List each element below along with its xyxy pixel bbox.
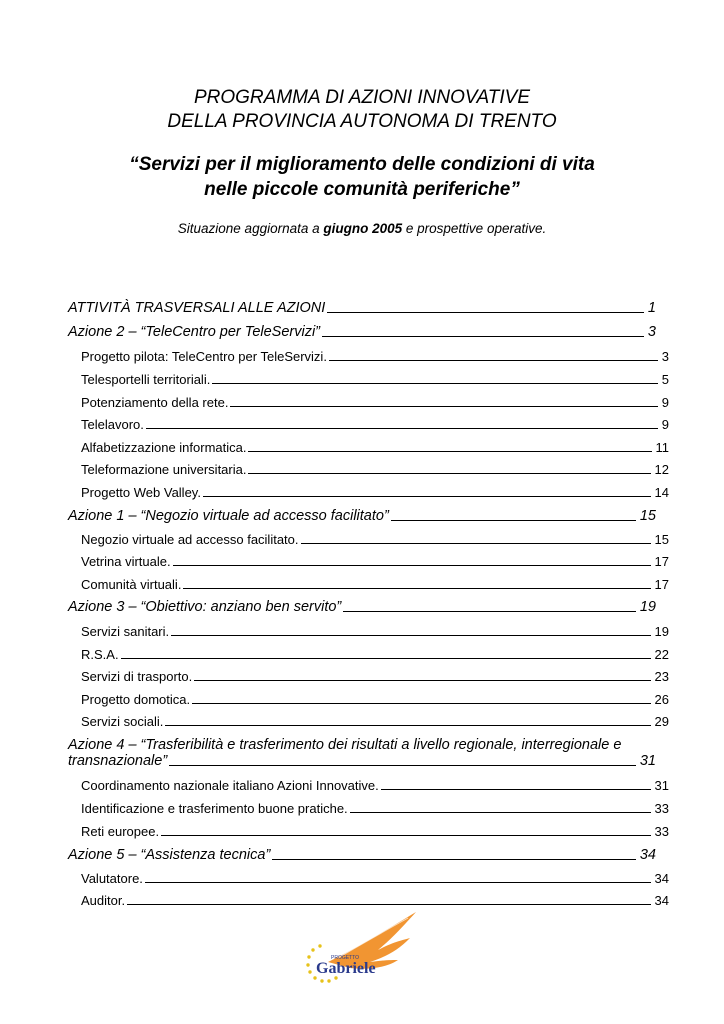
document-subtitle: [0, 152, 724, 202]
toc-leader-line: [248, 450, 651, 452]
toc-page-number: 29: [654, 714, 669, 729]
toc-subsection-entry[interactable]: [68, 395, 669, 410]
toc-entry-text: Servizi sanitari.: [81, 624, 170, 639]
toc-section-entry[interactable]: [68, 737, 656, 769]
toc-subsection-entry[interactable]: [68, 714, 669, 729]
toc-subsection-entry[interactable]: [68, 801, 669, 816]
toc-leader-line: [272, 858, 636, 860]
toc-page-number: 12: [654, 462, 669, 477]
toc-section-entry[interactable]: [68, 324, 656, 340]
toc-page-number: 17: [654, 554, 669, 569]
toc-subsection-entry[interactable]: [68, 485, 669, 500]
toc-entry-text: Progetto Web Valley.: [81, 485, 201, 500]
toc-page-number: 31: [639, 753, 656, 769]
toc-page-number: 22: [654, 647, 669, 662]
toc-subsection-entry[interactable]: [68, 577, 669, 592]
toc-leader-line: [171, 634, 650, 636]
toc-subsection-entry[interactable]: [68, 778, 669, 793]
toc-entry-text: Azione 1 – “Negozio virtuale ad accesso facilitato”: [68, 508, 389, 524]
toc-page-number: 9: [661, 395, 669, 410]
status-prefix: Situazione aggiornata a: [177, 221, 324, 236]
toc-entry-text: R.S.A.: [81, 647, 119, 662]
toc-entry-text: Telesportelli territoriali.: [81, 372, 211, 387]
toc-leader-line: [350, 811, 651, 813]
toc-entry-text: Auditor.: [81, 893, 126, 908]
toc-subsection-entry[interactable]: [68, 824, 669, 839]
toc-page-number: 14: [654, 485, 669, 500]
toc-subsection-entry[interactable]: [68, 462, 669, 477]
toc-entry-text: Valutatore.: [81, 871, 143, 886]
toc-page-number: 34: [654, 893, 669, 908]
toc-leader-line: [121, 657, 651, 659]
toc-page-number: 5: [661, 372, 669, 387]
toc-entry-text: Comunità virtuali.: [81, 577, 182, 592]
toc-leader-line: [203, 495, 651, 497]
toc-leader-line: [391, 519, 636, 521]
toc-leader-line: [329, 359, 658, 361]
toc-subsection-entry[interactable]: [68, 372, 669, 387]
toc-entry-text: Vetrina virtuale.: [81, 554, 171, 569]
toc-entry-text: Azione 3 – “Obiettivo: anziano ben servito”: [68, 599, 342, 615]
toc-leader-line: [145, 881, 651, 883]
toc-page-number: 15: [654, 532, 669, 547]
toc-page-number: 15: [639, 508, 656, 524]
toc-entry-text: Telelavoro.: [81, 417, 144, 432]
toc-subsection-entry[interactable]: [68, 692, 669, 707]
toc-entry-text: Progetto pilota: TeleCentro per TeleServizi.: [81, 349, 327, 364]
toc-leader-line: [381, 788, 651, 790]
toc-page-number: 3: [647, 324, 656, 340]
toc-leader-line: [183, 587, 650, 589]
toc-page-number: 9: [661, 417, 669, 432]
toc-leader-line: [161, 834, 650, 836]
toc-subsection-entry[interactable]: [68, 349, 669, 364]
logo-small-text: PROGETTO: [331, 955, 359, 961]
toc-entry-text: Coordinamento nazionale italiano Azioni Innovative.: [81, 778, 379, 793]
toc-leader-line: [327, 311, 644, 313]
toc-page-number: 33: [654, 824, 669, 839]
toc-page-number: 23: [654, 669, 669, 684]
toc-section-entry[interactable]: [68, 599, 656, 615]
toc-subsection-entry[interactable]: [68, 417, 669, 432]
toc-entry-text: ATTIVITÀ TRASVERSALI ALLE AZIONI: [68, 300, 326, 316]
toc-leader-line: [248, 472, 650, 474]
toc-leader-line: [165, 724, 650, 726]
toc-entry-text: Progetto domotica.: [81, 692, 191, 707]
toc-leader-line: [194, 679, 650, 681]
toc-page-number: 11: [655, 440, 669, 455]
logo-name: Gabriele: [316, 960, 376, 977]
toc-page-number: 19: [639, 599, 656, 615]
toc-subsection-entry[interactable]: [68, 532, 669, 547]
toc-entry-text: Servizi di trasporto.: [81, 669, 193, 684]
toc-leader-line: [230, 405, 657, 407]
toc-section-entry[interactable]: [68, 508, 656, 524]
toc-subsection-entry[interactable]: [68, 554, 669, 569]
toc-entry-text-line1: Azione 4 – “Trasferibilità e trasferimento dei risultati a livello regionale, interregionale e: [68, 737, 622, 753]
toc-entry-text: Potenziamento della rete.: [81, 395, 229, 410]
toc-page-number: 26: [654, 692, 669, 707]
toc-subsection-entry[interactable]: [68, 871, 669, 886]
toc-page-number: 33: [654, 801, 669, 816]
toc-page-number: 17: [654, 577, 669, 592]
subtitle-line-1: “Servizi per il miglioramento delle condizioni di vita: [129, 154, 595, 175]
toc-page-number: 3: [661, 349, 669, 364]
toc-leader-line: [192, 702, 650, 704]
toc-subsection-entry[interactable]: [68, 440, 669, 455]
subtitle-line-2: nelle piccole comunità periferiche”: [204, 179, 520, 200]
toc-page-number: 1: [647, 300, 656, 316]
toc-page-number: 34: [639, 847, 656, 863]
title-line-2: DELLA PROVINCIA AUTONOMA DI TRENTO: [167, 111, 557, 132]
toc-entry-text: Identificazione e trasferimento buone pratiche.: [81, 801, 348, 816]
toc-subsection-entry[interactable]: [68, 669, 669, 684]
toc-entry-text: transnazionale”: [68, 753, 168, 769]
status-date: giugno 2005: [323, 221, 403, 236]
toc-leader-line: [322, 335, 644, 337]
toc-entry-text: Servizi sociali.: [81, 714, 164, 729]
toc-page-number: 34: [654, 871, 669, 886]
toc-page-number: 31: [654, 778, 669, 793]
toc-subsection-entry[interactable]: [68, 624, 669, 639]
toc-entry-text: Azione 2 – “TeleCentro per TeleServizi”: [68, 324, 321, 340]
toc-entry-text: Alfabetizzazione informatica.: [81, 440, 247, 455]
toc-leader-line: [146, 427, 658, 429]
toc-entry-text: Negozio virtuale ad accesso facilitato.: [81, 532, 299, 547]
gabriele-logo: [298, 910, 423, 985]
status-line: [0, 220, 724, 238]
title-line-1: PROGRAMMA DI AZIONI INNOVATIVE: [193, 87, 531, 108]
toc-entry-text: Reti europee.: [81, 824, 160, 839]
toc-leader-line: [301, 542, 651, 544]
document-title: [0, 86, 724, 134]
toc-page-number: 19: [654, 624, 669, 639]
toc-leader-line: [212, 382, 657, 384]
toc-entry-text: Azione 5 – “Assistenza tecnica”: [68, 847, 271, 863]
toc-leader-line: [343, 610, 636, 612]
toc-subsection-entry[interactable]: [68, 893, 669, 908]
toc-leader-line: [127, 903, 650, 905]
toc-entry-text: Teleformazione universitaria.: [81, 462, 247, 477]
toc-section-entry[interactable]: [68, 847, 656, 863]
toc-leader-line: [169, 764, 636, 766]
status-suffix: e prospettive operative.: [402, 221, 547, 236]
toc-subsection-entry[interactable]: [68, 647, 669, 662]
toc-leader-line: [173, 564, 651, 566]
toc-section-entry[interactable]: [68, 300, 656, 316]
